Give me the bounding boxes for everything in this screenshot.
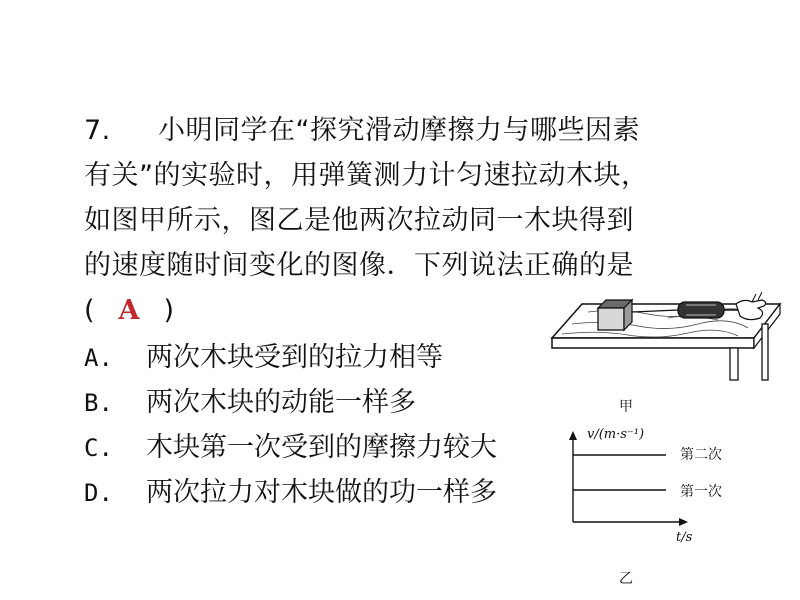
question-number: 7. (84, 115, 111, 146)
figure-yi-caption: 乙 (619, 571, 633, 587)
y-axis-arrow (569, 431, 577, 440)
table-leg (730, 348, 738, 380)
label-first-trial: 第一次 (680, 484, 722, 500)
spring-scale (678, 302, 724, 318)
option-b[interactable]: B. 两次木块的动能一样多 (84, 387, 416, 418)
table-edge (552, 338, 754, 348)
x-axis-arrow (679, 518, 688, 526)
label-second-trial: 第二次 (680, 447, 722, 463)
question-line-2: 有关”的实验时，用弹簧测力计匀速拉动木块， (84, 160, 649, 191)
question-line-3: 如图甲所示，图乙是他两次拉动同一木块得到 (84, 205, 634, 236)
wood-block (598, 308, 624, 330)
option-d[interactable]: D. 两次拉力对木块做的功一样多 (84, 477, 497, 508)
answer-letter: A (118, 295, 140, 326)
figure-jia-illustration (548, 290, 798, 382)
table-leg-back (762, 324, 768, 380)
y-axis-label: v/(m·s⁻¹) (587, 427, 645, 442)
answer-bracket: ( A ) (84, 295, 175, 326)
hand-icon (736, 300, 766, 320)
option-a[interactable]: A. 两次木块受到的拉力相等 (84, 342, 443, 373)
option-c[interactable]: C. 木块第一次受到的摩擦力较大 (84, 432, 497, 463)
figure-yi-graph (560, 425, 760, 543)
question-line-1: 7. 小明同学在“探究滑动摩擦力与哪些因素 (84, 115, 640, 146)
x-axis-label: t/s (676, 530, 693, 545)
figure-jia-caption: 甲 (619, 399, 633, 415)
question-line-4: 的速度随时间变化的图像．下列说法正确的是 (84, 250, 634, 281)
